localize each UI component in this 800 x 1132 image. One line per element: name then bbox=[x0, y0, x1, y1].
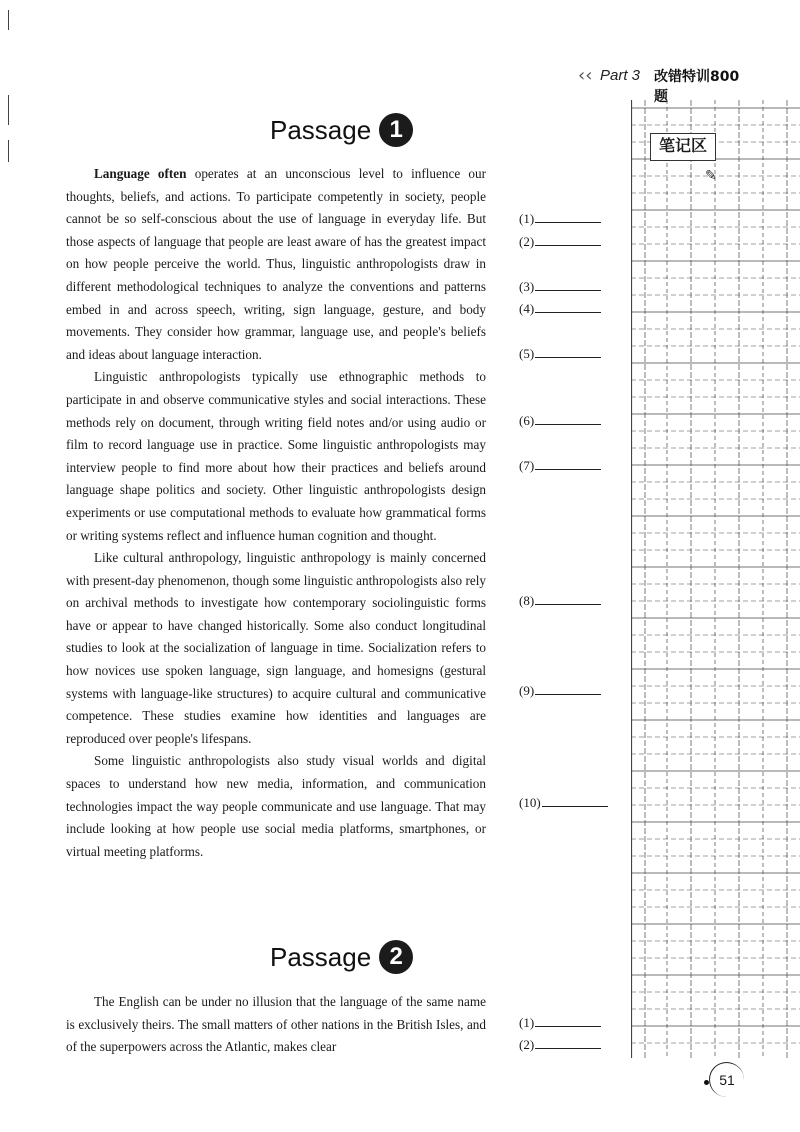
blank-line bbox=[535, 412, 601, 425]
chevron-left-icon: ‹‹ bbox=[578, 65, 593, 86]
blank-line bbox=[535, 210, 601, 223]
answer-blank[interactable]: (10) bbox=[519, 794, 608, 811]
answer-blank[interactable]: (3) bbox=[519, 278, 601, 295]
paragraph-text: Some linguistic anthropologists also study visual worlds and digital spaces to understand how new media, information, and communication technologies impact the way people communicate and use language. That may include looking at how people use social media platforms, smartphones, or virtual meeting platforms. bbox=[66, 753, 486, 859]
part-label: Part 3 bbox=[600, 67, 641, 84]
notes-title: 笔记区 bbox=[650, 133, 716, 161]
margin-mark bbox=[8, 95, 9, 125]
passage-2-title bbox=[270, 940, 413, 974]
blank-line bbox=[542, 794, 608, 807]
answer-blank[interactable]: (7) bbox=[519, 457, 601, 474]
blank-line bbox=[535, 682, 601, 695]
passage-1-body bbox=[66, 163, 486, 863]
passage-label: Passage bbox=[270, 114, 372, 145]
answer-blank[interactable]: (4) bbox=[519, 300, 601, 317]
answer-blank[interactable]: (8) bbox=[519, 592, 601, 609]
blank-line bbox=[535, 345, 601, 358]
margin-mark bbox=[8, 10, 9, 30]
answer-blank[interactable]: (6) bbox=[519, 412, 601, 429]
section-title: 改错特训800题 bbox=[654, 69, 740, 105]
passage-number-badge: 1 bbox=[379, 113, 413, 147]
notes-grid-lines bbox=[631, 100, 800, 1058]
paragraph-text: Like cultural anthropology, linguistic anthropology is mainly concerned with present-day phenomenon, though some linguistic anthropologists also rely on archival methods to investigate how contemporary sociolinguistic forms have or appear to have changed historically. Some also conduct longitudinal studies to look at the socialization of language in time. Socialization refers to how novices use spoken language, sign language, and homesigns (gestural systems with language-like structures) to acquire cultural and communicative competence. These studies examine how identities and languages are reproduced over people's lifespans. bbox=[66, 550, 486, 746]
answer-blank[interactable]: (2) bbox=[519, 1036, 601, 1053]
passage-2-body bbox=[66, 991, 486, 1059]
answer-blank[interactable]: (1) bbox=[519, 1014, 601, 1031]
page-header bbox=[578, 63, 748, 105]
blank-line bbox=[535, 592, 601, 605]
paragraph-text: operates at an unconscious level to influence our thoughts, beliefs, and actions. To participate competently in society, people cannot be so self-conscious about the use of language in everyday life. But those aspects of language that people are least aware of has the greatest impact on how people perceive the world. Thus, linguistic anthropologists draw in different methodological techniques to analyze the conventions and patterns embed in and across speech, writing, sign language, gesture, and body movements. They consider how grammar, language use, and people's beliefs and ideas about language interaction. bbox=[66, 166, 486, 362]
blank-line bbox=[535, 1014, 601, 1027]
paragraph bbox=[66, 991, 486, 1059]
answer-blank[interactable]: (1) bbox=[519, 210, 601, 227]
paragraph-text: Linguistic anthropologists typically use ethnographic methods to participate in and observe communicative styles and social interactions. These methods rely on document, through writing field notes and/or using audio or film to record language use in practice. Some linguistic anthropologists may interview people to find more about how their practices and beliefs around language shape politics and society. Other linguistic anthropologists design experiments or use computational methods to evaluate how grammatical forms or writing systems reflect and influence human cognition and thought. bbox=[66, 369, 486, 543]
paragraph bbox=[66, 366, 486, 547]
passage-label: Passage bbox=[270, 941, 372, 972]
answer-blank[interactable]: (2) bbox=[519, 233, 601, 250]
blank-line bbox=[535, 1036, 601, 1049]
paragraph bbox=[66, 163, 486, 366]
answer-blank[interactable]: (9) bbox=[519, 682, 601, 699]
passage-number-badge: 2 bbox=[379, 940, 413, 974]
paragraph-text: The English can be under no illusion that the language of the same name is exclusively theirs. The small matters of other nations in the British Isles, and of the superpowers across the Atlantic, makes clear bbox=[66, 994, 486, 1055]
paragraph-lead: Language often bbox=[94, 166, 187, 181]
blank-line bbox=[535, 300, 601, 313]
blank-line bbox=[535, 278, 601, 291]
passage-1-title bbox=[270, 113, 413, 147]
paragraph bbox=[66, 547, 486, 750]
notes-grid bbox=[631, 100, 800, 1058]
answer-blank[interactable]: (5) bbox=[519, 345, 601, 362]
blank-line bbox=[535, 457, 601, 470]
margin-mark bbox=[8, 140, 9, 162]
paragraph bbox=[66, 750, 486, 863]
page-number: 51 bbox=[709, 1062, 744, 1097]
blank-line bbox=[535, 233, 601, 246]
pencil-icon: ✎ bbox=[705, 168, 717, 184]
